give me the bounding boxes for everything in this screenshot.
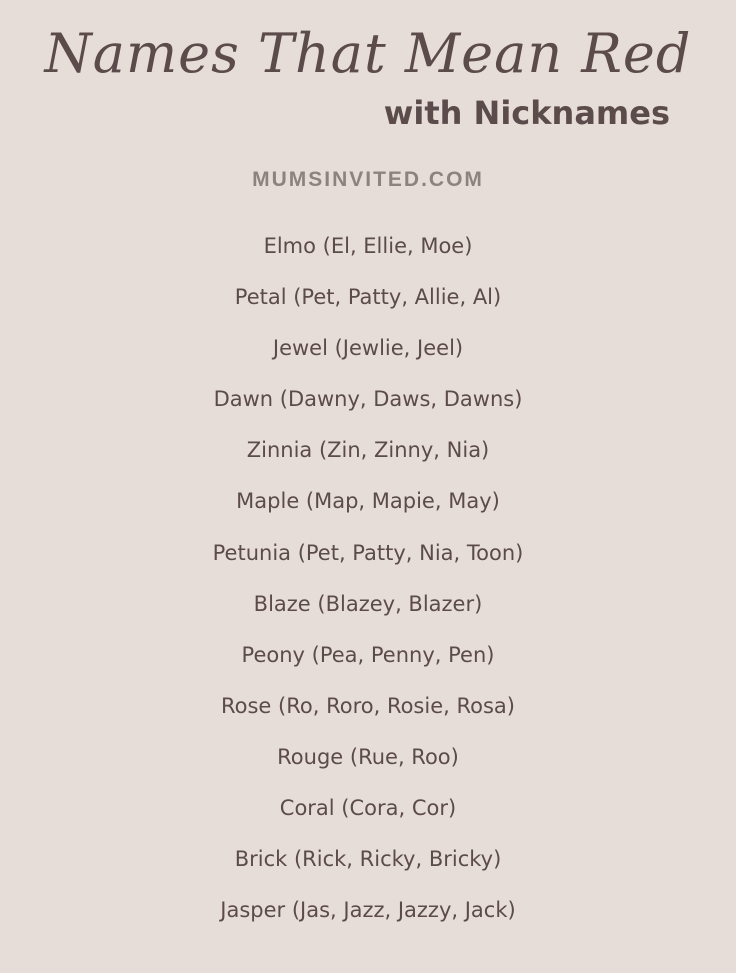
list-item: Petal (Pet, Patty, Allie, Al) [234,285,502,310]
list-item: Peony (Pea, Penny, Pen) [241,642,495,667]
list-item: Jasper (Jas, Jazz, Jazzy, Jack) [220,898,516,923]
list-item: Brick (Rick, Ricky, Bricky) [234,847,502,872]
list-item: Rose (Ro, Roro, Rosie, Rosa) [221,693,515,718]
page-title: Names That Mean Red [44,22,692,85]
list-item: Blaze (Blazey, Blazer) [253,591,483,616]
list-item: Coral (Cora, Cor) [279,796,457,821]
list-item: Zinnia (Zin, Zinny, Nia) [246,438,490,463]
list-item: Dawn (Dawny, Daws, Dawns) [213,387,523,412]
page-subtitle: with Nicknames [383,94,670,132]
list-item: Jewel (Jewlie, Jeel) [272,336,464,361]
list-item: Elmo (El, Ellie, Moe) [263,234,473,258]
site-watermark: MUMSINVITED.COM [252,168,484,191]
list-item: Maple (Map, Mapie, May) [236,489,500,514]
list-item: Petunia (Pet, Patty, Nia, Toon) [212,540,524,565]
list-item: Rouge (Rue, Roo) [277,744,459,769]
names-list [0,230,736,945]
